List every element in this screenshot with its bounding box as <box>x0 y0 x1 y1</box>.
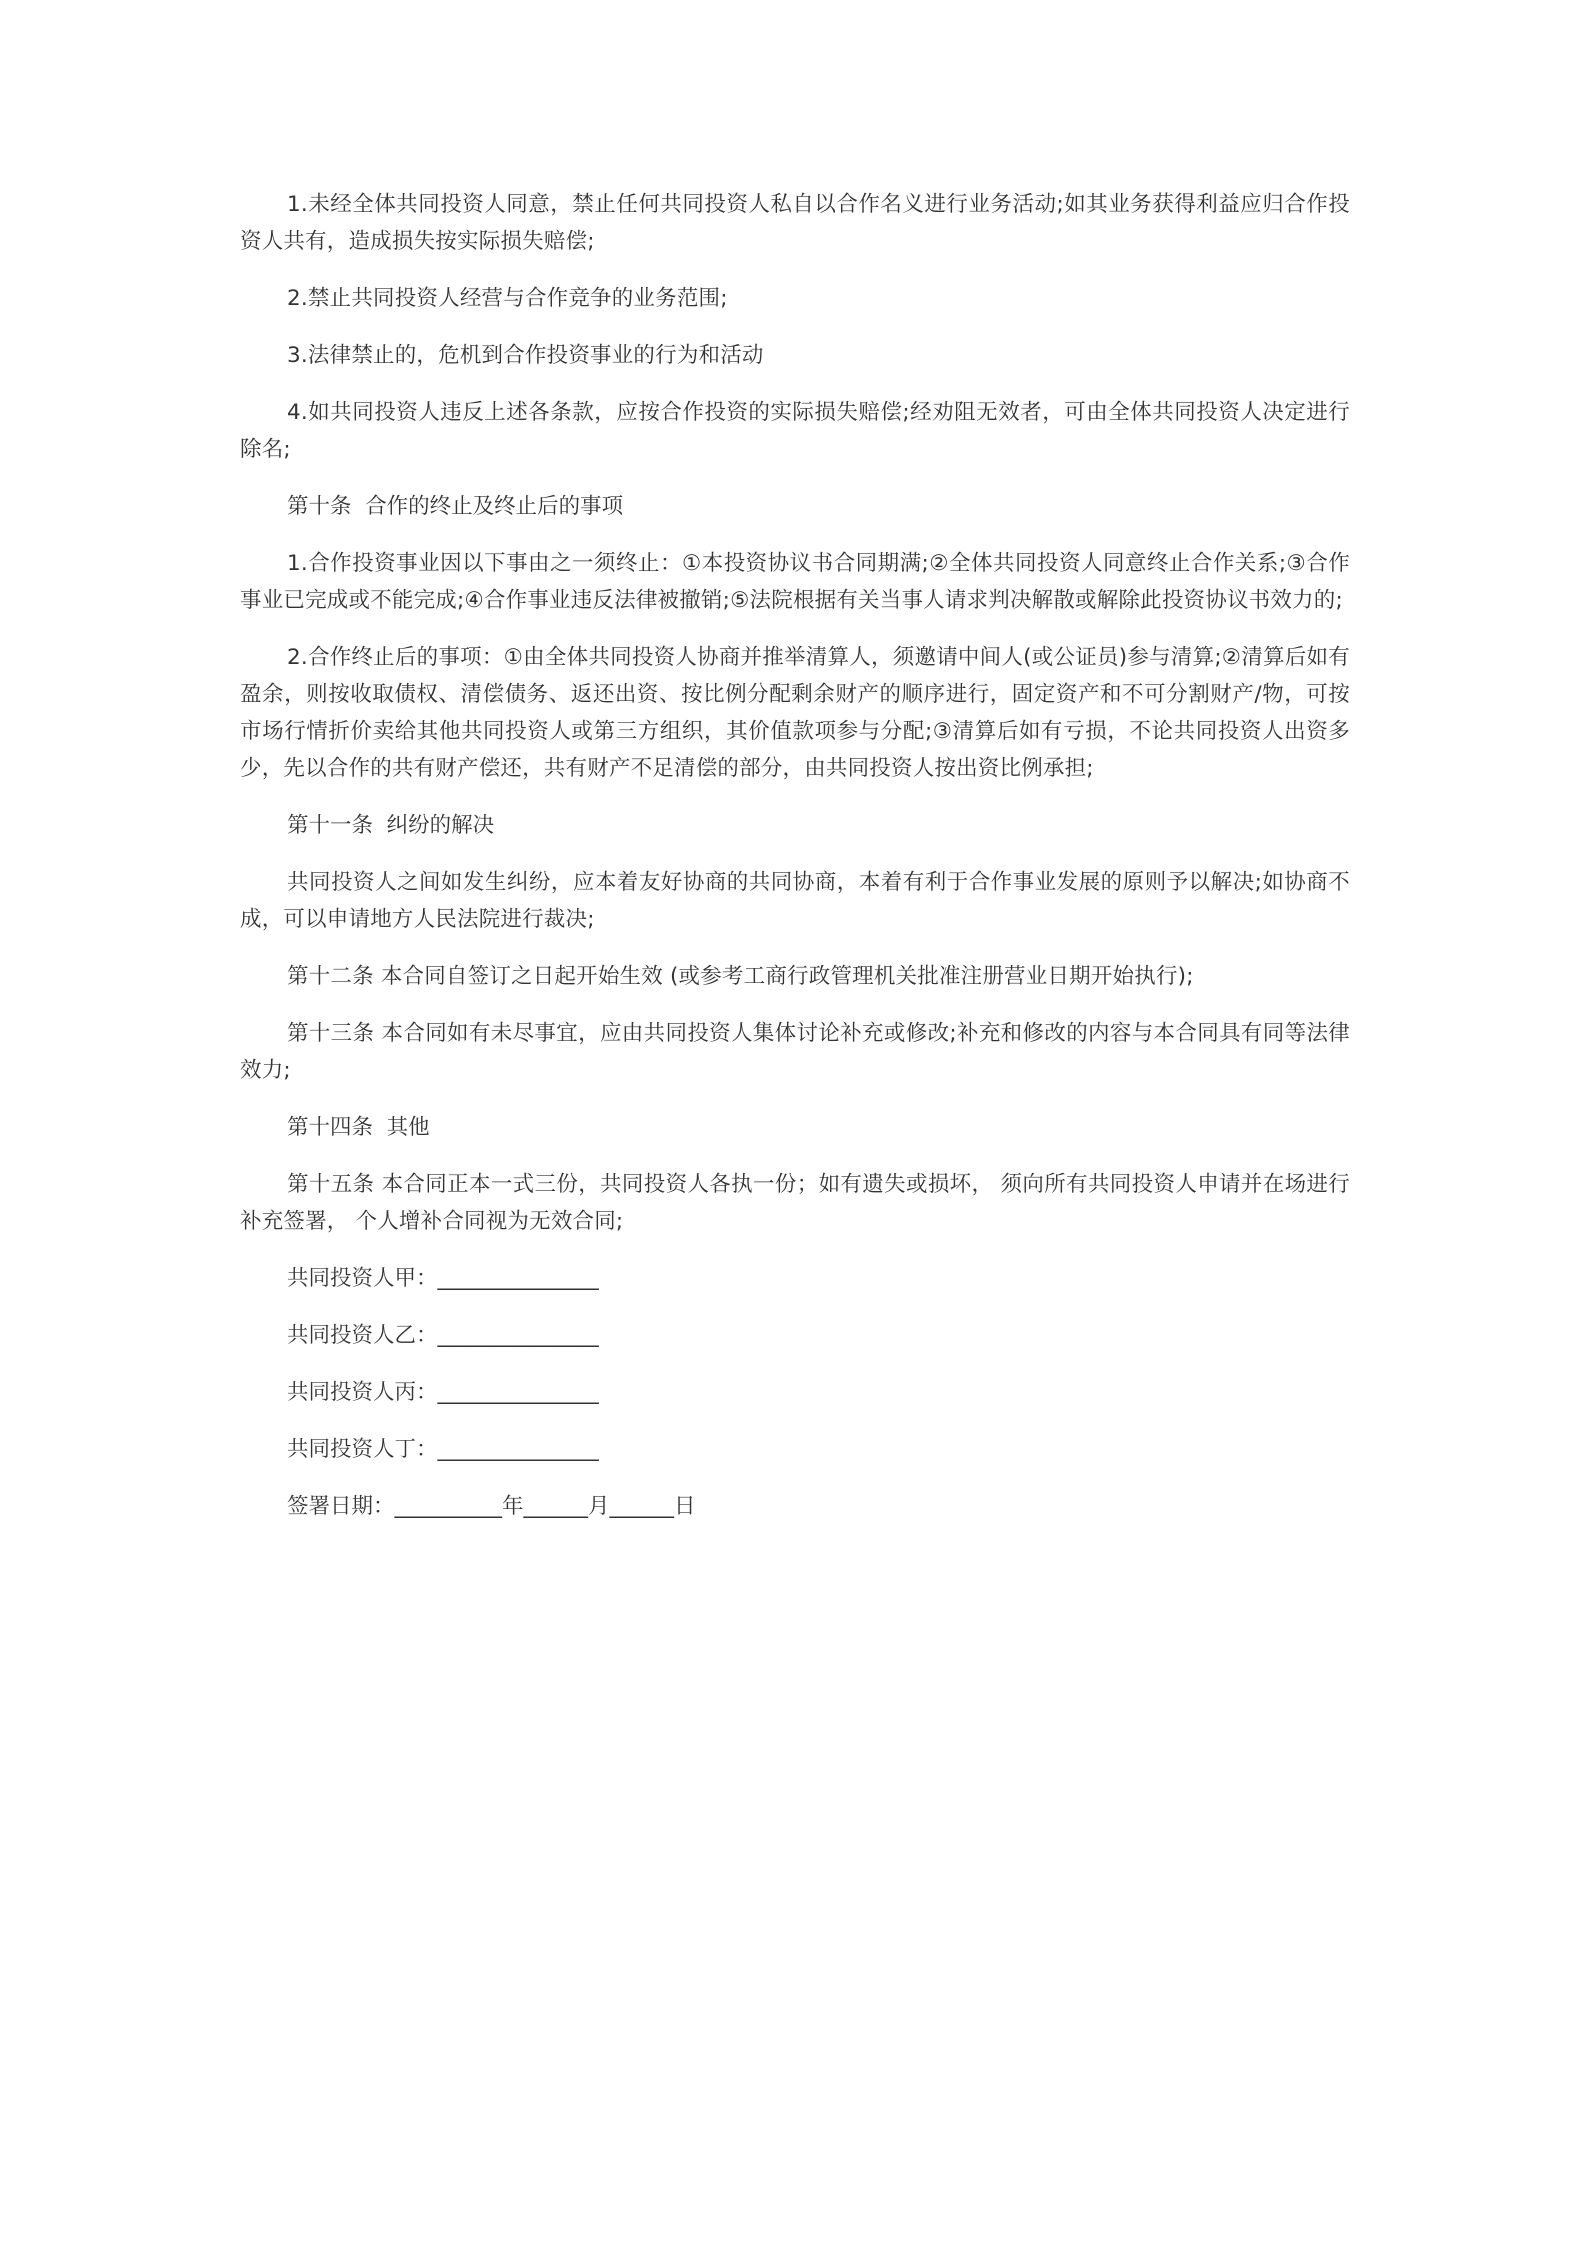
signature-investor-ding: 共同投资人丁：_______________ <box>287 1437 599 1462</box>
signature-investor-bing: 共同投资人丙：_______________ <box>287 1380 599 1405</box>
article-10-item-1: 1.合作投资事业因以下事由之一须终止：①本投资协议书合同期满;②全体共同投资人同意终止合作关系;③合作事业已完成或不能完成;④合作事业违反法律被撤销;⑤法院根据有关当事人请求判决解散或解除此投资协议书效力的; <box>240 551 1350 613</box>
contract-page <box>240 186 1350 1545</box>
article-10-item-2: 2.合作终止后的事项：①由全体共同投资人协商并推举清算人，须邀请中间人(或公证员)参与清算;②清算后如有盈余，则按收取债权、清偿债务、返还出资、按比例分配剩余财产的顺序进行，固定资产和不可分割财产/物，可按市场行情折价卖给其他共同投资人或第三方组织，其价值款项参与分配;③清算后如有亏损，不论共同投资人出资多少，先以合作的共有财产偿还，共有财产不足清偿的部分，由共同投资人按出资比例承担; <box>240 645 1350 781</box>
clause-1: 1.未经全体共同投资人同意，禁止任何共同投资人私自以合作名义进行业务活动;如其业务获得利益应归合作投资人共有，造成损失按实际损失赔偿; <box>240 192 1350 254</box>
article-15: 第十五条 本合同正本一式三份，共同投资人各执一份；如有遗失或损坏， 须向所有共同投资人申请并在场进行补充签署， 个人增补合同视为无效合同; <box>240 1172 1350 1234</box>
clause-2: 2.禁止共同投资人经营与合作竞争的业务范围; <box>287 286 728 311</box>
signature-investor-jia: 共同投资人甲：_______________ <box>287 1266 599 1291</box>
article-13: 第十三条 本合同如有未尽事宜，应由共同投资人集体讨论补充或修改;补充和修改的内容与本合同具有同等法律效力; <box>240 1021 1350 1083</box>
article-11-title: 第十一条 纠纷的解决 <box>287 813 495 838</box>
signature-investor-yi: 共同投资人乙：_______________ <box>287 1323 599 1348</box>
article-12: 第十二条 本合同自签订之日起开始生效 (或参考工商行政管理机关批准注册营业日期开始执行); <box>287 964 1194 989</box>
clause-3: 3.法律禁止的，危机到合作投资事业的行为和活动 <box>287 343 764 368</box>
article-14: 第十四条 其他 <box>287 1115 430 1140</box>
article-10-title: 第十条 合作的终止及终止后的事项 <box>287 494 624 519</box>
signature-date: 签署日期：__________年______月______日 <box>287 1494 696 1519</box>
clause-4: 4.如共同投资人违反上述各条款，应按合作投资的实际损失赔偿;经劝阻无效者，可由全体共同投资人决定进行除名; <box>240 400 1350 462</box>
article-11-body: 共同投资人之间如发生纠纷，应本着友好协商的共同协商，本着有利于合作事业发展的原则予以解决;如协商不成，可以申请地方人民法院进行裁决; <box>240 870 1350 932</box>
